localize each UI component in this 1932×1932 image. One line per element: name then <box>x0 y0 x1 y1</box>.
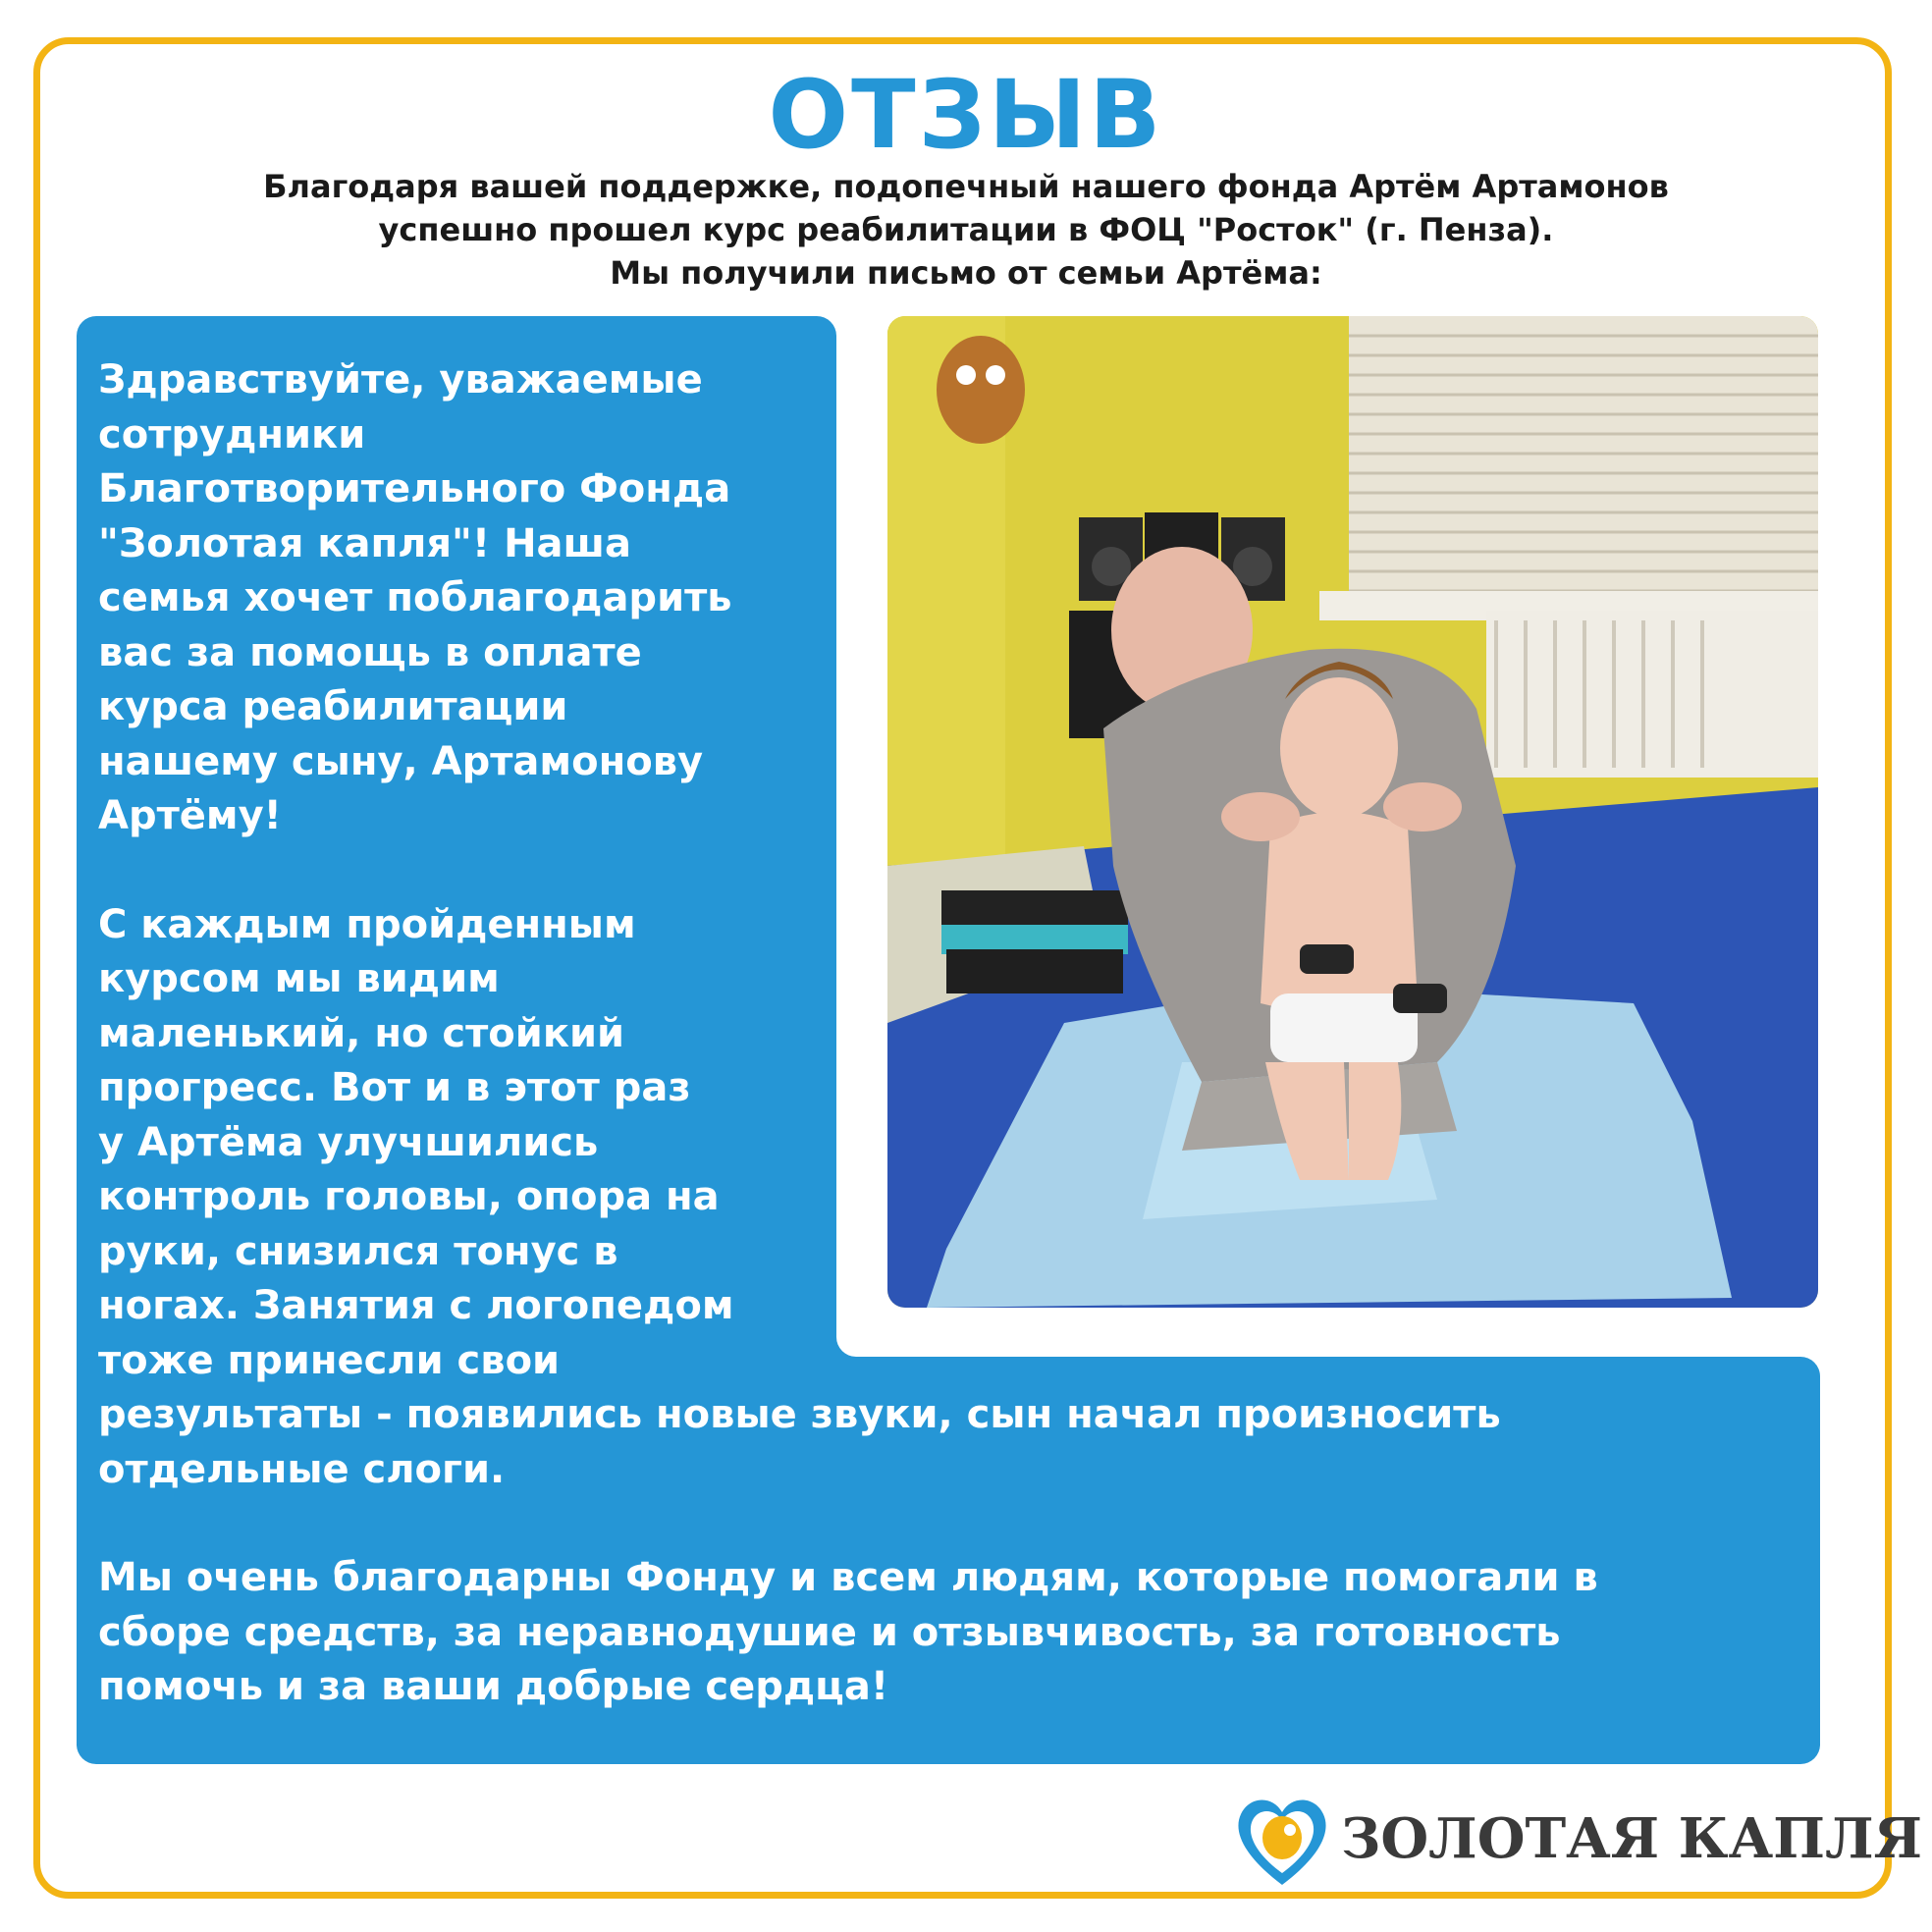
letter-line: маленький, но стойкий <box>98 1010 625 1056</box>
letter-line: прогресс. Вот и в этот раз <box>98 1065 691 1110</box>
letter-line: Здравствуйте, уважаемые <box>98 357 703 402</box>
letter-line: С каждым пройденным <box>98 901 636 947</box>
letter-line: нашему сыну, Артамонову <box>98 738 704 784</box>
letter-line: Мы очень благодарны Фонду и всем людям, которые помогали в <box>98 1555 1598 1600</box>
letter-line: курсом мы видим <box>98 956 500 1001</box>
letter-paragraph <box>98 1551 1806 1715</box>
letter-line: контроль головы, опора на <box>98 1174 720 1219</box>
paragraph-gap <box>98 1497 1806 1551</box>
intro-line: успешно прошел курс реабилитации в ФОЦ "Росток" (г. Пенза). <box>378 211 1554 248</box>
letter-line: Благотворительного Фонда <box>98 466 731 511</box>
letter-line: результаты - появились новые звуки, сын начал произносить <box>98 1392 1501 1437</box>
logo-text: ЗОЛОТАЯ КАПЛЯ <box>1341 1806 1922 1871</box>
letter-line: вас за помощь в оплате <box>98 629 642 675</box>
letter-line: семья хочет поблагодарить <box>98 575 732 620</box>
letter-paragraph <box>98 898 1806 1498</box>
intro-line: Мы получили письмо от семьи Артёма: <box>610 254 1322 292</box>
page-title: ОТЗЫВ <box>768 60 1164 170</box>
letter-line: сборе средств, за неравнодушие и отзывчивость, за готовность <box>98 1609 1561 1655</box>
letter-line: "Золотая капля"! Наша <box>98 520 632 566</box>
letter-line: тоже принесли свои <box>98 1337 561 1383</box>
letter-line: отдельные слоги. <box>98 1446 506 1492</box>
letter-paragraph <box>98 353 1806 844</box>
foundation-logo <box>1233 1787 1922 1895</box>
intro-text <box>98 165 1834 295</box>
letter-line: Артёму! <box>98 793 282 838</box>
letter-line: ногах. Занятия с логопедом <box>98 1283 734 1328</box>
letter-body <box>98 353 1806 1715</box>
letter-line: помочь и за ваши добрые сердца! <box>98 1664 889 1709</box>
intro-line: Благодаря вашей поддержке, подопечный нашего фонда Артём Артамонов <box>263 168 1669 205</box>
letter-line: курса реабилитации <box>98 684 568 729</box>
heart-drop-icon <box>1233 1787 1331 1895</box>
letter-line: сотрудники <box>98 411 366 457</box>
letter-line: руки, снизился тонус в <box>98 1228 618 1274</box>
letter-line: у Артёма улучшились <box>98 1119 599 1165</box>
paragraph-gap <box>98 844 1806 898</box>
